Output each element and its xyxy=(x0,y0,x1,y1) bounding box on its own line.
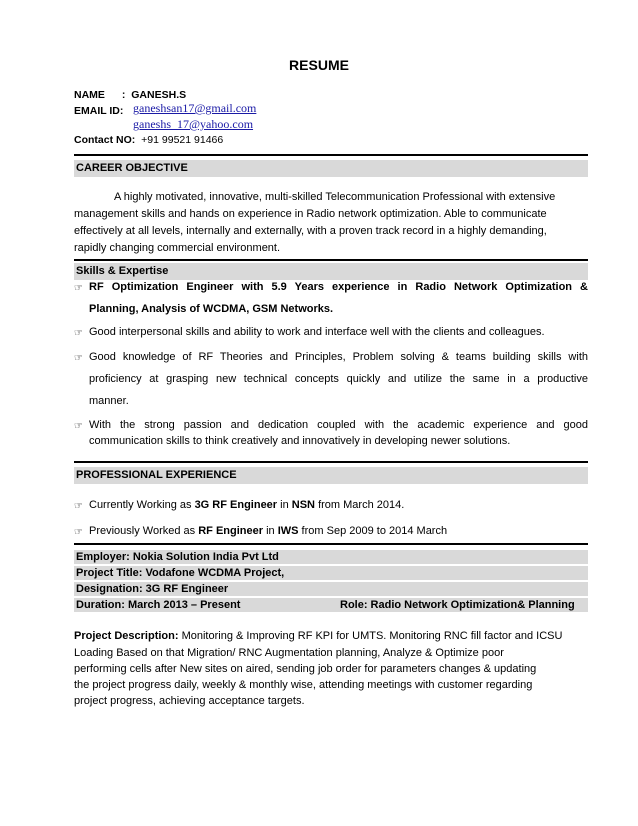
skill-item-text: Good knowledge of RF Theories and Principles, Problem solving & teams building skills with xyxy=(89,351,588,363)
project-description-line: performing cells after New sites on aired, sending job order for parameters changes & updating xyxy=(74,663,537,675)
project-description-line: Project Description: Monitoring & Improving RF KPI for UMTS. Monitoring RNC fill factor and ICSU xyxy=(74,630,563,642)
section-rule xyxy=(74,259,588,261)
career-objective-heading: CAREER OBJECTIVE xyxy=(74,160,588,177)
skill-item-text: proficiency at grasping new technical concepts quickly and utilize the same in a productive xyxy=(89,373,588,385)
email-row xyxy=(74,103,123,120)
pointing-hand-icon: ☞ xyxy=(74,353,83,364)
skills-heading: Skills & Expertise xyxy=(74,263,588,280)
skill-item xyxy=(74,351,588,411)
previous-role: RF Engineer xyxy=(198,525,264,537)
career-objective-line: effectively at all levels, internally and externally, with a proven track record in a highly demanding, xyxy=(74,225,547,237)
pointing-hand-icon: ☞ xyxy=(74,527,83,538)
skill-item-text: communication skills to think creatively and innovatively in developing newer solutions. xyxy=(89,435,511,447)
pointing-hand-icon: ☞ xyxy=(74,501,83,512)
resume-title: RESUME xyxy=(289,57,349,73)
name-value: GANESH.S xyxy=(131,89,187,101)
current-role: 3G RF Engineer xyxy=(194,499,278,511)
experience-text: Currently Working as 3G RF Engineer in NSN from March 2014. xyxy=(89,499,405,511)
skill-item-text: Planning, Analysis of WCDMA, GSM Networks. xyxy=(89,303,334,315)
phone-row xyxy=(74,132,223,149)
skill-item-text: manner. xyxy=(89,395,129,407)
email-secondary-link[interactable]: ganeshs_17@yahoo.com xyxy=(133,117,254,131)
email-label: EMAIL ID: xyxy=(74,105,124,117)
project-description-line: the project progress daily, weekly & monthly wise, attending meetings with customer regarding xyxy=(74,679,533,691)
pointing-hand-icon: ☞ xyxy=(74,421,83,432)
professional-experience-heading: PROFESSIONAL EXPERIENCE xyxy=(74,467,588,484)
name-label: NAME xyxy=(74,89,105,101)
section-rule xyxy=(74,154,588,156)
section-rule xyxy=(74,461,588,463)
project-description-line: project progress, achieving acceptance targets. xyxy=(74,695,305,707)
experience-text: Previously Worked as RF Engineer in IWS from Sep 2009 to 2014 March xyxy=(89,525,448,537)
skill-item xyxy=(74,419,588,455)
name-separator: : xyxy=(121,89,126,101)
skill-item xyxy=(74,281,588,321)
skill-item-text: With the strong passion and dedication coupled with the academic experience and good xyxy=(89,419,588,431)
phone-value: +91 99521 91466 xyxy=(141,134,224,146)
duration-row xyxy=(74,598,588,613)
career-objective-line: rapidly changing commercial environment. xyxy=(74,242,281,254)
skill-item-text: Good interpersonal skills and ability to work and interface well with the clients and colleagues. xyxy=(89,326,545,338)
pointing-hand-icon: ☞ xyxy=(74,328,83,339)
project-description-line: Loading Based on that Migration/ RNC Augmentation planning, Analyze & Optimize poor xyxy=(74,647,504,659)
previous-company: IWS xyxy=(277,525,299,537)
duration-text: Duration: March 2013 – Present xyxy=(76,599,241,611)
email-primary-link[interactable]: ganeshsan17@gmail.com xyxy=(133,101,257,115)
skill-item-text: RF Optimization Engineer with 5.9 Years experience in Radio Network Optimization & xyxy=(89,281,588,293)
section-rule xyxy=(74,543,588,545)
pointing-hand-icon: ☞ xyxy=(74,283,83,294)
designation-row: Designation: 3G RF Engineer xyxy=(74,582,588,597)
current-company: NSN xyxy=(291,499,316,511)
employer-row: Employer: Nokia Solution India Pvt Ltd xyxy=(74,550,588,565)
project-description-label: Project Description: xyxy=(74,630,179,642)
project-title-row: Project Title: Vodafone WCDMA Project, xyxy=(74,566,588,581)
career-objective-line: management skills and hands on experience in Radio network optimization. Able to communicate xyxy=(74,208,547,220)
role-text: Role: Radio Network Optimization& Planning xyxy=(340,599,575,611)
phone-label: Contact NO: xyxy=(74,134,136,146)
career-objective-line: A highly motivated, innovative, multi-skilled Telecommunication Professional with extensive xyxy=(114,191,556,203)
